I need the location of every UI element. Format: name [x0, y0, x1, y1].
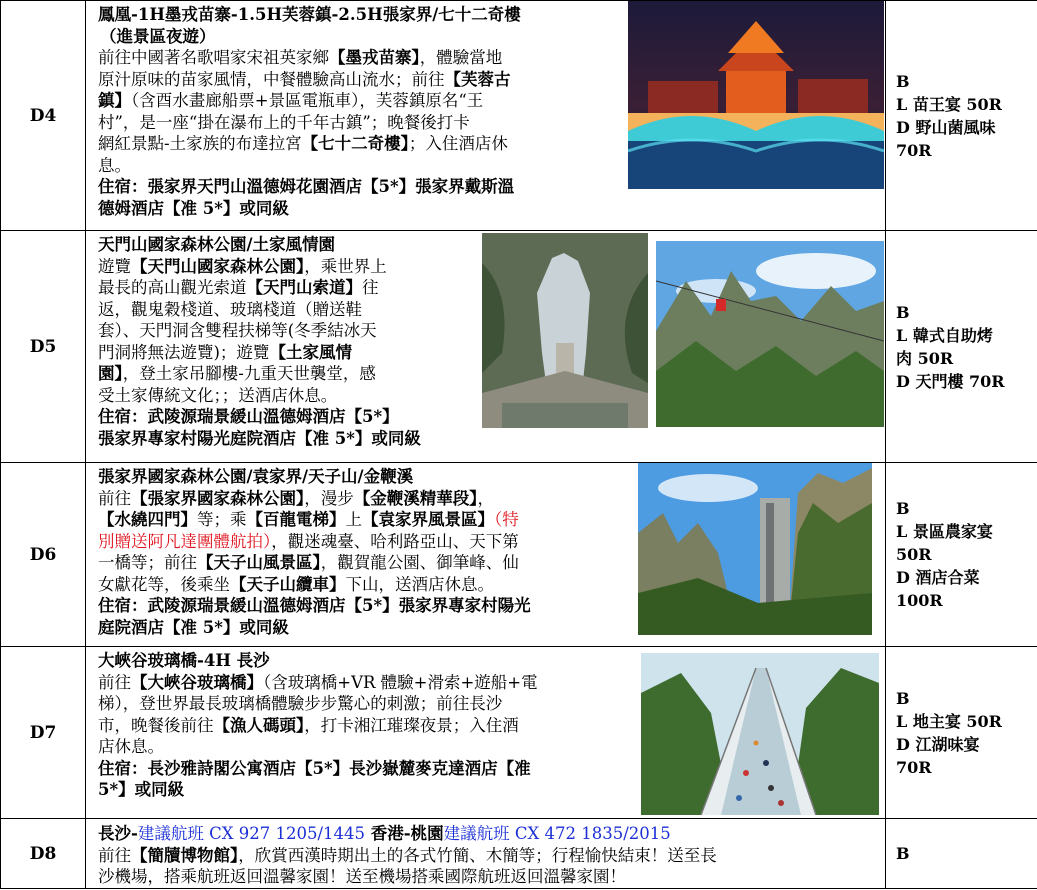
day-content: [86, 1, 886, 231]
description-line: 返，觀鬼穀棧道、玻璃棧道（贈送鞋: [98, 299, 362, 319]
hotel-info: 住宿：長沙雅詩閣公寓酒店【5*】長沙嶽麓麥克達酒店【准 5*】或同級: [98, 758, 531, 799]
day-description: [98, 845, 878, 888]
photo-tianmen-cave: [482, 233, 648, 428]
meal-plan: B L 景區農家宴 50R D 酒店合菜 100R: [886, 463, 1037, 647]
day-content: [86, 647, 886, 819]
description-line: 店休息。: [98, 737, 164, 756]
description-line: 別贈送阿凡達團體航拍），觀迷魂臺、哈利路亞山、天下第: [98, 531, 519, 551]
day-description: [98, 672, 638, 758]
itinerary-row-d4: [1, 1, 1037, 231]
day-label: D5: [1, 231, 86, 463]
description-line: 受土家傳統文化；；送酒店休息。: [98, 385, 338, 405]
meal-plan: B L 韓式自助烤 肉 50R D 天門樓 70R: [886, 231, 1037, 463]
meal-plan: B: [886, 819, 1037, 889]
meal-plan: B L 苗王宴 50R D 野山菌風味 70R: [886, 1, 1037, 231]
description-line: 園】，登土家吊腳樓-九重天世襲堂，感: [98, 364, 376, 383]
description-line: 前往【張家界國家森林公園】，漫步【金鞭溪精華段】，: [98, 488, 494, 508]
photo-fenghuang-night: [628, 1, 884, 189]
day-content: [86, 463, 886, 647]
description-line: 梯），登世界最長玻璃橋體驗步步驚心的刺激；前往長沙: [98, 694, 503, 713]
day-label: D8: [1, 819, 86, 889]
description-line: 最長的高山觀光索道【天門山索道】往: [98, 278, 379, 297]
description-line: 前往中國著名歌唱家宋祖英家鄉【墨戎苗寨】，體驗當地: [98, 48, 503, 67]
description-line: 一橋等；前往【天子山風景區】，觀賀龍公園、御筆峰、仙: [98, 553, 519, 572]
day-label: D6: [1, 463, 86, 647]
photo-bailong-elevator: [638, 463, 872, 635]
itinerary-row-d6: [1, 463, 1037, 647]
day-description: [98, 488, 638, 596]
day-label: D4: [1, 1, 86, 231]
description-line: 套）、天門洞含雙程扶梯等(冬季結冰天: [98, 321, 377, 340]
photo-tianmen-cablecar: [656, 241, 884, 427]
description-line: 網紅景點-土家族的布達拉宮【七十二奇樓】；入住酒店休: [98, 134, 508, 153]
description-line: 【水繞四門】等；乘【百龍電梯】上【袁家界風景區】（特: [98, 510, 519, 529]
day-title: 張家界國家森林公園/袁家界/天子山/金鞭溪: [98, 467, 414, 486]
itinerary-row-d7: [1, 647, 1037, 819]
itinerary-row-d8: [1, 819, 1037, 889]
photo-glass-bridge: [641, 653, 879, 815]
description-line: 原汁原味的苗家風情，中餐體驗高山流水；前往【芙蓉古: [98, 69, 511, 89]
flight-suggestion: 建議航班 CX 472 1835/2015: [443, 824, 671, 843]
day-title: 天門山國家森林公園/土家風情園: [98, 235, 336, 254]
day-description: [98, 47, 618, 176]
description-line: 市，晚餐後前往【漁人碼頭】，打卡湘江璀璨夜景；入住酒: [98, 715, 519, 735]
description-line: 沙機場，搭乘航班返回溫馨家園！送至機場搭乘國際航班返回溫馨家園！: [98, 867, 626, 886]
description-line: 門洞將無法遊覽)；遊覽【土家風情: [98, 342, 352, 362]
day-title: 長沙-建議航班 CX 927 1205/1445 香港-桃園建議航班 CX 472 1835/2015: [98, 824, 671, 843]
day-content: [86, 231, 886, 463]
description-line: 鎮】（含酉水畫廊船票+景區電瓶車），芙蓉鎮原名“王: [98, 91, 484, 110]
day-label: D7: [1, 647, 86, 819]
flight-suggestion: 建議航班 CX 927 1205/1445: [137, 824, 366, 843]
description-line: 女獻花等，後乘坐【天子山纜車】下山，送酒店休息。: [98, 574, 494, 594]
description-line: 前往【大峽谷玻璃橋】（含玻璃橋+VR 體驗+滑索+遊船+電: [98, 672, 538, 692]
hotel-info: 住宿：武陵源瑞景緩山溫德姆酒店【5*】張家界專家村陽光 庭院酒店【准 5*】或同級: [98, 596, 531, 637]
day-content: [86, 819, 886, 889]
hotel-info: 住宿：武陵源瑞景緩山溫德姆酒店【5*】 張家界專家村陽光庭院酒店【准 5*】或同級: [98, 407, 421, 448]
description-line: 遊覽【天門山國家森林公園】，乘世界上: [98, 256, 387, 276]
description-line: 息。: [98, 155, 131, 175]
hotel-info: 住宿：張家界天門山溫德姆花園酒店【5*】張家界戴斯溫 德姆酒店【准 5*】或同級: [98, 177, 515, 218]
description-line: 村”，是一座“掛在瀑布上的千年古鎮”；晚餐後打卡: [98, 112, 470, 132]
description-line: 前往【簡牘博物館】，欣賞西漢時期出土的各式竹簡、木簡等；行程愉快結束！送至長: [98, 845, 717, 865]
itinerary-row-d5: [1, 231, 1037, 463]
day-title: 鳳凰-1H墨戎苗寨-1.5H芙蓉鎮-2.5H張家界/七十二奇樓: [98, 5, 521, 24]
day-title: 大峽谷玻璃橋-4H 長沙: [98, 651, 270, 670]
day-title-note: （進景區夜遊）: [100, 26, 216, 46]
meal-plan: B L 地主宴 50R D 江湖味宴 70R: [886, 647, 1037, 819]
